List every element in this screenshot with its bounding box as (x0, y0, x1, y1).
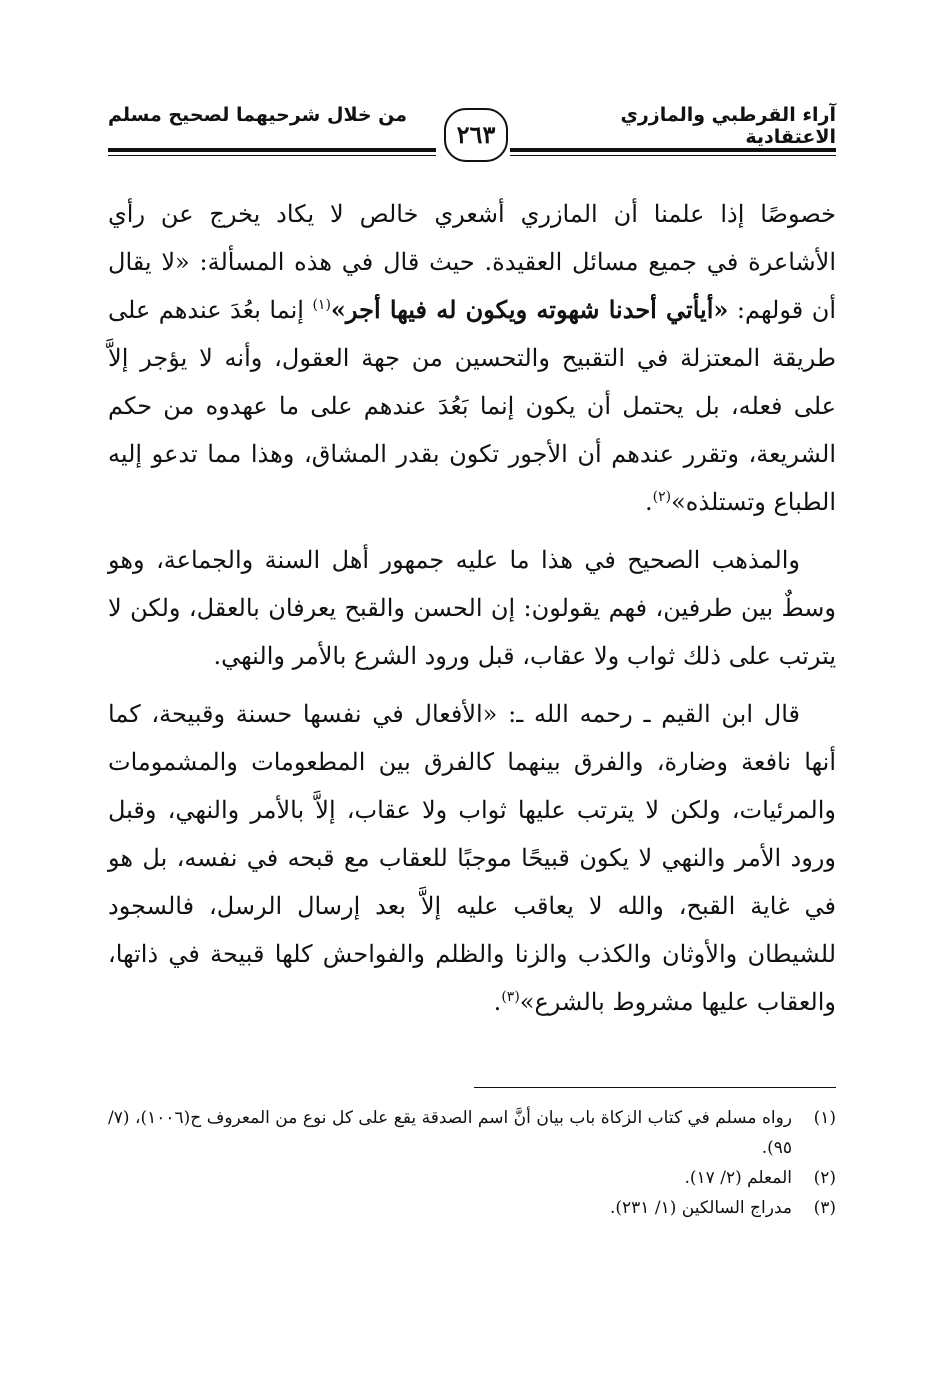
paragraph-3 (108, 690, 836, 1026)
footnote-number: (٣) (813, 1198, 836, 1218)
paragraph-text: قال ابن القيم ـ رحمه الله ـ: «الأفعال في نفسها حسنة وقبيحة، كما أنها نافعة وضارة، والفرق بينهما كالفرق بين المطعومات والمشمومات والمرئيات، ولكن لا يترتب عليها ثواب ولا عقاب، إلاَّ بالأمر والنهي، وقبل ورود الأمر والنهي لا يكون قبيحًا موجبًا للعقاب مع قبحه في نفسه، بل هو في غاية القبح، والله لا يعاقب عليه إلاَّ بعد إرسال الرسل، فالسجود للشيطان والأوثان والكذب والزنا والظلم والفواحش كلها قبيحة في ذاتها، والعقاب عليها مشروط بالشرع» (108, 700, 836, 1016)
paragraph-2: والمذهب الصحيح في هذا ما عليه جمهور أهل السنة والجماعة، وهو وسطٌ بين طرفين، فهم يقولون: إن الحسن والقبح يعرفان بالعقل، ولكن لا يترتب على ذلك ثواب ولا عقاب، قبل ورود الشرع بالأمر والنهي. (108, 546, 836, 670)
main-text (108, 190, 836, 1036)
paragraph-text: إنما بعُدَ عندهم على طريقة المعتزلة في التقبيح والتحسين من جهة العقول، وأنه لا يؤجر إلاَّ على فعله، بل يحتمل أن يكون إنما بَعُدَ عندهم على ما عهدوه من حكم الشريعة، وتقرر عندهم أن الأجور تكون بقدر المشاق، وهذا مما تدعو إليه الطباع وتستلذه» (108, 296, 836, 516)
paragraph-end: . (493, 988, 502, 1016)
footnote-3 (108, 1193, 836, 1223)
footnote-ref-1: (١) (312, 297, 331, 313)
header-rule-right (510, 148, 836, 156)
footnote-number: (٢) (813, 1168, 836, 1188)
footnote-ref-3: (٣) (501, 989, 520, 1005)
footnote-1 (108, 1103, 836, 1163)
paragraph-end: . (644, 488, 653, 516)
running-title-left: من خلال شرحيهما لصحيح مسلم (108, 104, 408, 126)
running-title-right: آراء القرطبي والمازري الاعتقادية (620, 104, 836, 148)
header-rule-left (108, 148, 436, 156)
paragraph-1 (108, 190, 836, 526)
page-number: ٢٦٣ (444, 108, 508, 162)
footnote-number: (١) (813, 1108, 836, 1128)
paragraph-text: خصوصًا إذا علمنا أن المازري أشعري خالص لا يكاد يخرج عن رأي الأشاعرة في جميع مسائل العقيدة. حيث قال في هذه المسألة: «لا يقال أن قولهم: (108, 200, 837, 324)
footnote-text: مدراج السالكين (١/ ٢٣١). (610, 1198, 792, 1218)
footnote-text: المعلم (٢/ ١٧). (684, 1168, 792, 1188)
hadith-quote: «أيأتي أحدنا شهوته ويكون له فيها أجر» (330, 295, 729, 324)
page-header (108, 96, 836, 166)
footnote-ref-2: (٢) (652, 489, 672, 505)
footnote-2 (108, 1163, 836, 1193)
footnotes (108, 1103, 836, 1223)
footnote-text: رواه مسلم في كتاب الزكاة باب بيان أنَّ اسم الصدقة يقع على كل نوع من المعروف ح(١٠٠٦)، (٧/ ٩٥). (108, 1108, 792, 1158)
footnote-separator (474, 1087, 836, 1088)
